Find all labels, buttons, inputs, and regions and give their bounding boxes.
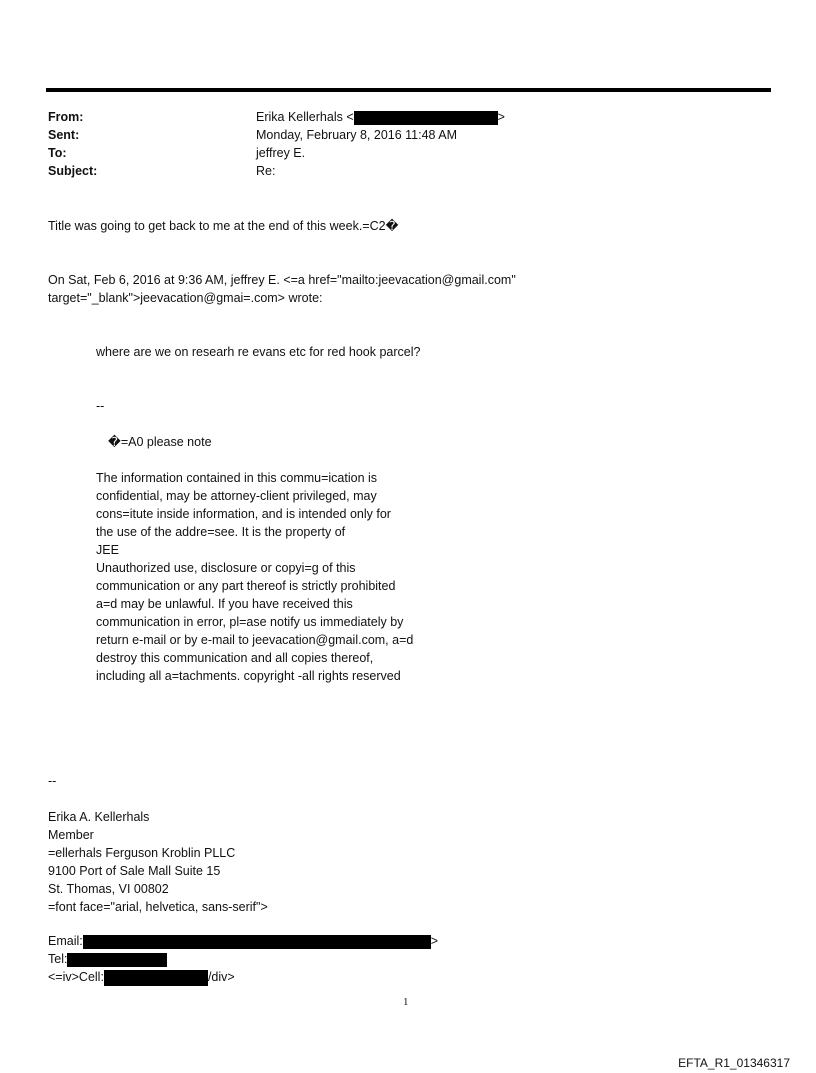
confidentiality-notice: [96, 469, 413, 685]
redaction-bar: [104, 970, 208, 986]
redaction-bar: [67, 953, 167, 967]
quote-intro-line-1: On Sat, Feb 6, 2016 at 9:36 AM, jeffrey E. <=a href="mailto:jeevacation@gmail.com": [48, 273, 516, 287]
signature-dashes: --: [48, 774, 57, 788]
cell-line: [48, 968, 438, 986]
tel-line: [48, 950, 438, 968]
signature-line: St. Thomas, VI 00802: [48, 882, 169, 896]
email-close: >: [430, 934, 439, 948]
contact-block: [48, 932, 438, 986]
notice-line: including all a=tachments. copyright -all rights reserved: [96, 669, 401, 683]
cell-label: <=iv>Cell:: [48, 970, 104, 984]
cell-close: /div>: [207, 970, 235, 984]
sent-value: Monday, February 8, 2016 11:48 AM: [256, 128, 458, 142]
subject-label: Subject:: [48, 164, 98, 178]
signature-line: Member: [48, 828, 94, 842]
quoted-dashes: --: [96, 399, 105, 413]
redaction-bar: [354, 111, 498, 125]
notice-line: The information contained in this commu=ication is: [96, 471, 378, 485]
to-label: To:: [48, 146, 67, 160]
notice-line: return e-mail or by e-mail to jeevacation@gmail.com, a=d: [96, 633, 414, 647]
subject-value: Re:: [256, 164, 276, 178]
notice-line: communication in error, pl=ase notify us immediately by: [96, 615, 404, 629]
notice-line: the use of the addre=see. It is the property of: [96, 525, 346, 539]
sent-label: Sent:: [48, 128, 80, 142]
header-rule: [46, 88, 771, 92]
please-note: �=A0 please note: [108, 435, 212, 449]
redaction-bar: [83, 935, 431, 949]
reply-line: Title was going to get back to me at the end of this week.=C2�: [48, 219, 399, 233]
notice-line: destroy this communication and all copies thereof,: [96, 651, 374, 665]
email-line: [48, 932, 438, 950]
email-label: Email:: [48, 934, 83, 948]
tel-label: Tel:: [48, 952, 68, 966]
notice-line: cons=itute inside information, and is intended only for: [96, 507, 391, 521]
page-number: 1: [403, 996, 409, 1008]
from-value: Erika Kellerhals <: [256, 110, 354, 124]
notice-line: JEE: [96, 543, 119, 557]
signature-line: =font face="arial, helvetica, sans-serif">: [48, 900, 268, 914]
quoted-question: where are we on researh re evans etc for red hook parcel?: [96, 345, 421, 359]
notice-line: communication or any part thereof is strictly prohibited: [96, 579, 396, 593]
signature-line: =ellerhals Ferguson Kroblin PLLC: [48, 846, 236, 860]
signature-line: Erika A. Kellerhals: [48, 810, 150, 824]
signature-block: [48, 808, 268, 916]
signature-line: 9100 Port of Sale Mall Suite 15: [48, 864, 221, 878]
from-close: >: [497, 110, 505, 124]
notice-line: Unauthorized use, disclosure or copyi=g of this: [96, 561, 356, 575]
quote-intro-line-2: target="_blank">jeevacation@gmai=.com> wrote:: [48, 291, 323, 305]
bates-number: EFTA_R1_01346317: [678, 1056, 790, 1070]
to-value: jeffrey E.: [256, 146, 306, 160]
from-label: From:: [48, 110, 84, 124]
notice-line: a=d may be unlawful. If you have received this: [96, 597, 353, 611]
notice-line: confidential, may be attorney-client privileged, may: [96, 489, 377, 503]
